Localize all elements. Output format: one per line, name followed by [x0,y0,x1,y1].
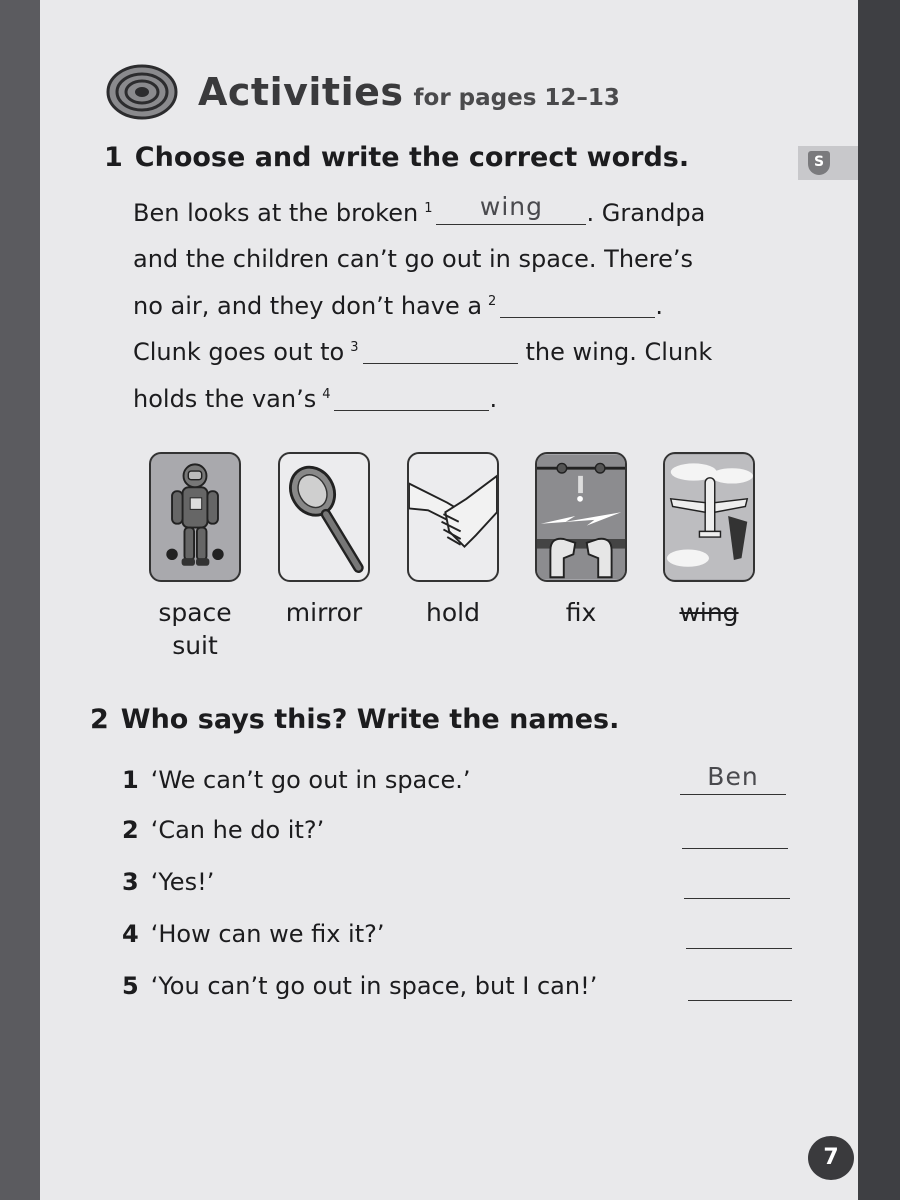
fixing-pipe-icon [537,454,625,580]
swirl-logo-icon [104,62,180,122]
exercise-number: 1 [104,142,123,173]
page-title: Activities [198,70,404,114]
blank-2[interactable] [500,291,655,318]
page-number: 7 [808,1136,854,1180]
s-shield-icon: S [808,151,830,175]
quote-item-5: 5 ‘You can’t go out in space, but I can!’ [122,972,598,1000]
text-line-3: no air, and they don’t have a $^2$ . [133,292,663,320]
word-label-hold: hold [426,598,480,627]
quote-item-4: 4 ‘How can we fix it?’ [122,920,385,948]
word-label-mirror: mirror [285,598,363,627]
word-card-fix [535,452,627,582]
quote-item-1: 1 ‘We can’t go out in space.’ [122,766,471,794]
handwritten-answer: wing [479,192,544,221]
answer-line-2[interactable] [682,820,788,849]
activities-header [104,62,620,122]
word-card-mirror [278,452,370,582]
blank-1[interactable] [436,192,586,225]
handwritten-answer: Ben [707,762,759,791]
answer-line-1[interactable] [680,762,786,795]
text-line-4: Clunk goes out to $^3$ the wing. Clunk [133,338,713,366]
blank-4[interactable] [334,384,489,411]
word-card-wing [663,452,755,582]
answer-line-3[interactable] [684,870,790,899]
word-card-hold [407,452,499,582]
word-label-space-suit: space suit [158,598,232,660]
airplane-wing-icon [665,454,753,580]
word-label-fix: fix [565,598,597,627]
text-line-2: and the children can’t go out in space. There’s [133,245,694,273]
answer-line-5[interactable] [688,972,792,1001]
exercise-1-heading [104,142,689,173]
exercise-2-heading [90,704,619,735]
text-line-1: Ben looks at the broken $^1$ wing . Grandpa [133,192,706,227]
word-card-space-suit [149,452,241,582]
page-subtitle: for pages 12–13 [413,85,620,111]
word-label-wing-crossed: wing [679,598,739,627]
section-badge [798,146,858,180]
exercise-instruction: Choose and write the correct words. [134,142,690,173]
next-page-edge [858,0,900,1200]
answer-line-4[interactable] [686,920,792,949]
hand-mirror-icon [280,454,368,580]
exercise-instruction: Who says this? Write the names. [120,704,620,735]
exercise-number: 2 [90,704,109,735]
holding-hands-icon [409,454,497,580]
text-line-5: holds the van’s $^4$ . [133,385,498,413]
astronaut-icon [151,454,239,580]
quote-item-3: 3 ‘Yes!’ [122,868,215,896]
quote-item-2: 2 ‘Can he do it?’ [122,816,325,844]
blank-3[interactable] [363,337,518,364]
